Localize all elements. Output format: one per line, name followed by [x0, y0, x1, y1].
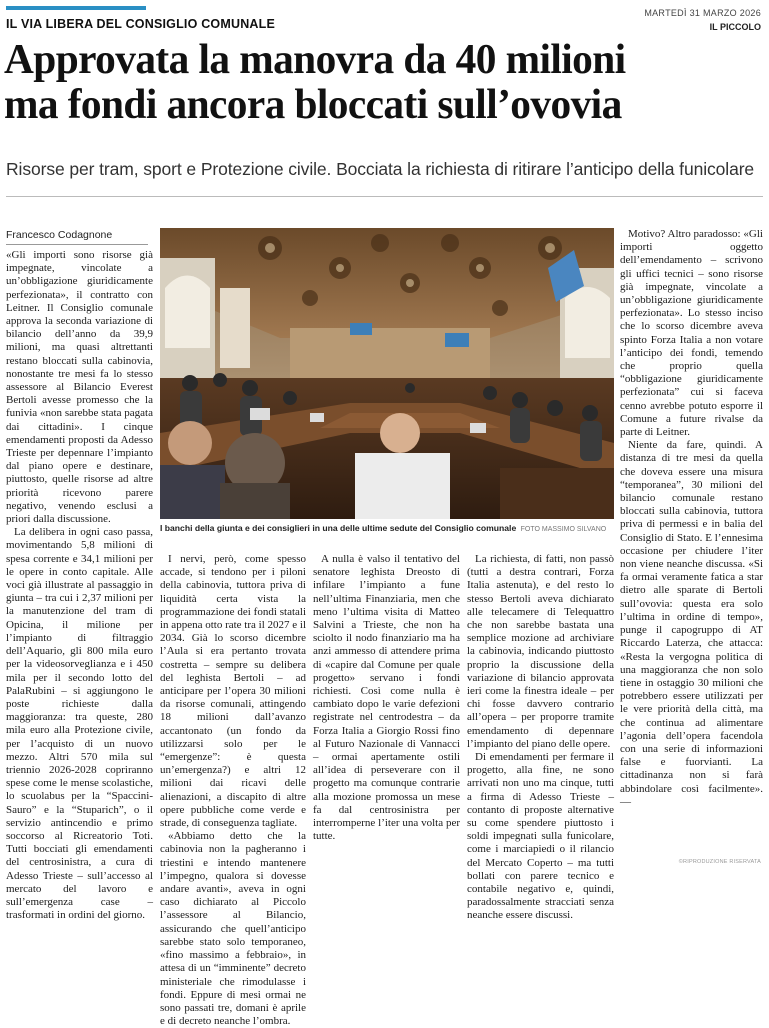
- council-chamber-photo: [160, 228, 614, 519]
- body-paragraph: Di emendamenti per fermare il progetto, alla fine, ne sono arrivati non uno ma cinque, tutti a firma di Adesso Trieste – contanto di proposte alternative su come spendere piuttosto i soldi impegnati sulla funicolare, come i marciapiedi o il rilancio del Mercato Coperto – ma tutti bollati con parere tecnico e contabile negativo e, quindi, paradossalmente stracciati senza neanche essere discussi.: [467, 751, 614, 922]
- author-byline: Francesco Codagnone: [6, 229, 113, 241]
- text-column-1: [6, 249, 153, 922]
- text-column-4: [467, 553, 614, 922]
- caption-text: I banchi della giunta e dei consiglieri in una delle ultime sedute del Consiglio comunale: [160, 523, 517, 533]
- subheadline: Risorse per tram, sport e Protezione civile. Bocciata la richiesta di ritirare l’anticipo della funicolare: [6, 159, 755, 179]
- body-paragraph: La richiesta, di fatti, non passò (tutti a destra contrari, Forza Italia astenuta), e del resto lo stesso Bertoli aveva dichiarato alle telecamere di Telequattro che non sarebbe bastata una semplice mozione ad archiviare la cabinovia, indicando piuttosto proprio la discussione della variazione di bilancio approvata ieri come la finestra ideale – per chi fosse davvero contrario all’opera – per proporre tramite emendamento di depennare l’impianto del piano delle opere.: [467, 553, 614, 750]
- body-paragraph: «Abbiamo detto che la cabinovia non la pagheranno i triestini e intendo mantenere l’impegno, qualora si dovesse andare avanti», aveva in ogni caso dichiarato al Piccolo l’assessore al Bilancio, assicurando che quell’anticipo sarebbe stato solo temporaneo, «fino massimo a febbraio», in attesa di un “imminente” decreto ministeriale che rimodulasse i fondi. Eppure di mesi ormai ne sono passati tre, domani è aprile e di decreto neanche l’ombra.: [160, 830, 306, 1028]
- header-divider: [6, 196, 763, 197]
- section-accent-bar: [6, 6, 146, 10]
- body-paragraph: Motivo? Altro paradosso: «Gli importi oggetto dell’emendamento – scrivono gli uffici tecnici – sono risorse già impegnate, vincolate a un’obbligazione giuridicamente perfezionata». Lo stesso inciso che lo scorso dicembre aveva spinto Forza Italia a non votare l’anticipo dei fondi, temendo che proprio quella “obbligazione giuridicamente perfezionata” cui si faceva cenno avrebbe potuto esporre il Comune a future rivalse da parte di Leitner.: [620, 228, 763, 439]
- photo-credit: FOTO MASSIMO SILVANO: [520, 526, 607, 533]
- body-paragraph: «Gli importi sono risorse già impegnate, vincolate a un’obbligazione giuridicamente perfezionata», il contratto con Leitner. Il Consiglio comunale approva la seconda variazione di bilancio dell’anno da 39,9 milioni, ma quasi altrettanti restano bloccati sulla cabinovia, nonostante tre mesi fa lo stesso assessore al Bilancio Everest Bertoli avesse promesso che la funivia «non sarebbe stata pagata dai cittadini». I cinque emendamenti proposti da Adesso Trieste per depennare l’impianto dal piano opere e destinare, piuttosto, quelle risorse ad altre priorità ricevono parere negativo, venendo esclusi a priori dalla discussione.: [6, 249, 153, 526]
- headline-line-1: Approvata la manovra da 40 milioni: [4, 37, 626, 83]
- section-rubric: IL VIA LIBERA DEL CONSIGLIO COMUNALE: [6, 17, 276, 31]
- photo-caption: [160, 523, 614, 533]
- council-chamber-image: [160, 228, 614, 519]
- headline-line-2: ma fondi ancora bloccati sull’ovovia: [4, 82, 622, 128]
- body-paragraph: Niente da fare, quindi. A distanza di tre mesi da quella che doveva essere una misura “temporanea”, 30 milioni del bilancio comunale restano bloccati sulla cabinovia, tuttora priva di permessi e in balia del Consiglio di Stato. E l’ennesima occasione per chiudere l’iter non viene neanche discussa. «Si fa ormai veramente fatica a star dietro alle sparate di Bertoli sull’ovovia: questa era solo l’ultima in ordine di tempo», punge il capogruppo di AT Riccardo Laterza, che attacca: «Resta la vergogna politica di una maggioranza che non solo tiene in ostaggio 30 milioni che potrebbero essere utilizzati per le vere priorità della città, ma che continua ad alimentare l’agonia dell’opera facendola con una serie di informazioni false e fuorvianti. La cittadinanza non si farà abbindolare così facilmente». —: [620, 439, 763, 808]
- text-column-5: [620, 228, 763, 858]
- headline: [4, 38, 755, 128]
- body-paragraph: La delibera in ogni caso passa, movimentando 5,8 milioni di spesa corrente e 34,1 milioni per le opere in conto capitale. Alle voci già illustrate al passaggio in giunta – tra cui i 2,37 milioni per la manutenzione del tram di Opicina, il milione per l’impianto di filtraggio dell’Aquario, gli 800 mila euro per la videosorveglianza e i 450 mila per il secondo lotto del PalaRubini – si aggiungono le poste richieste dalla maggioranza: tra queste, 280 mila euro alla Protezione civile, per l’acquisto di un nuovo mezzo. Altri 570 mila sul triennio 2026-2028 copriranno spese come le mense scolastiche, lo scuolabus per la “Spaccini-Sauro” e la “Stuparich”, o il servizio antincendio e primo soccorso al Ricreatorio Toti. Tutti bocciati gli emendamenti del centrosinistra, a cura di Adesso Trieste – sull’accesso al mercato del lavoro e sull’emergenza case – trasformati in ordini del giorno.: [6, 526, 153, 922]
- copyright-notice: ©RIPRODUZIONE RISERVATA: [678, 859, 761, 865]
- publication-date: MARTEDÌ 31 MARZO 2026: [644, 8, 761, 18]
- body-paragraph: A nulla è valso il tentativo del senatore leghista Dreosto di infilare l’impianto a fune nell’ultima Finanziaria, men che meno l’ultima visita di Matteo Salvini a Trieste, che non ha sciolto il nodo finanziario ma ha anzi ammesso di attendere prima di «capire dal Comune per quale progetto» servano i fondi richiesti. Così come nulla è cambiato dopo le varie defezioni registrate nel centrodestra – da Forza Italia a Giorgio Rossi fino al Futuro Nazionale di Vannacci – ormai apertamente ostili all’idea di perseverare con il progetto ma comunque contrarie alla mozione promossa un mese fa dal centrosinistra per interromperne l’iter una volta per tutte.: [313, 553, 460, 843]
- text-column-2: [160, 553, 307, 1028]
- byline-divider: [6, 244, 148, 245]
- text-column-3: [313, 553, 460, 858]
- newspaper-name: IL PICCOLO: [709, 22, 761, 32]
- body-paragraph: I nervi, però, come spesso accade, si tendono per i piloni della cabinovia, tuttora priva di liquidità certa vista la programmazione dei fondi statali in appena otto rate tra il 2027 e il 2034. Già lo scorso dicembre l’Aula si era pertanto trovata costretta – sempre su delibera del leghista Bertoli – ad anticipare per l’opera 30 milioni da risorse comunali, attingendo 18 milioni dall’avanzo accantonato (un fondo da utilizzarsi solo per le “emergenze”: è questa un’emergenza?) e altri 12 milioni dai ricavi delle alienazioni, a discapito di altre opere pubbliche come verde e strade, di conseguenza tagliate.: [160, 553, 307, 830]
